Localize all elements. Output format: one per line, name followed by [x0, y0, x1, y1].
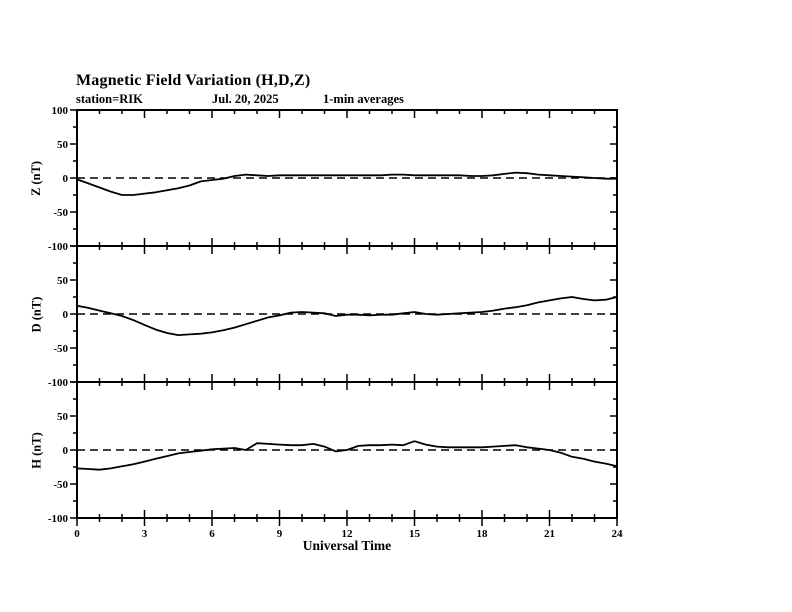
d-axis-title: [20, 246, 54, 382]
z-y-tick-label: 50: [57, 139, 68, 151]
chart-title: Magnetic Field Variation (H,D,Z): [76, 72, 311, 89]
h-y-tick-label: -100: [47, 513, 68, 525]
z-axis-title-text: Z (nT): [29, 160, 44, 196]
h-y-tick-label: 0: [62, 445, 68, 457]
z-y-tick-label: 100: [51, 105, 68, 117]
x-tick-label: 0: [74, 528, 80, 540]
x-tick-label: 15: [409, 528, 420, 540]
date-label: Jul. 20, 2025: [212, 92, 279, 106]
z-y-tick-label: -50: [53, 207, 68, 219]
station-label: station=RIK: [76, 92, 143, 106]
z-series-line: [77, 173, 617, 195]
d-y-tick-label: -100: [47, 377, 68, 389]
d-y-tick-label: -50: [53, 343, 68, 355]
d-series-line: [77, 297, 617, 335]
x-tick-label: 9: [276, 528, 283, 540]
h-y-tick-label: 50: [57, 411, 68, 423]
x-tick-label: 18: [476, 528, 488, 540]
x-tick-label: 21: [544, 528, 555, 540]
h-series-line: [77, 441, 617, 470]
h-axis-title-text: H (nT): [29, 431, 44, 469]
h-axis-title: [20, 382, 54, 518]
x-axis-title: Universal Time: [302, 538, 392, 553]
h-y-tick-label: -50: [53, 479, 68, 491]
x-tick-label: 6: [209, 528, 215, 540]
z-axis-title: [20, 110, 54, 246]
d-y-tick-label: 0: [62, 309, 68, 321]
z-y-tick-label: -100: [47, 241, 68, 253]
d-y-tick-label: 50: [57, 275, 68, 287]
x-tick-label: 24: [611, 528, 623, 540]
x-tick-label: 12: [341, 528, 353, 540]
d-axis-title-text: D (nT): [29, 296, 44, 332]
z-y-tick-label: 0: [62, 173, 68, 185]
x-tick-label: 3: [141, 528, 148, 540]
averaging-label: 1-min averages: [323, 92, 404, 106]
